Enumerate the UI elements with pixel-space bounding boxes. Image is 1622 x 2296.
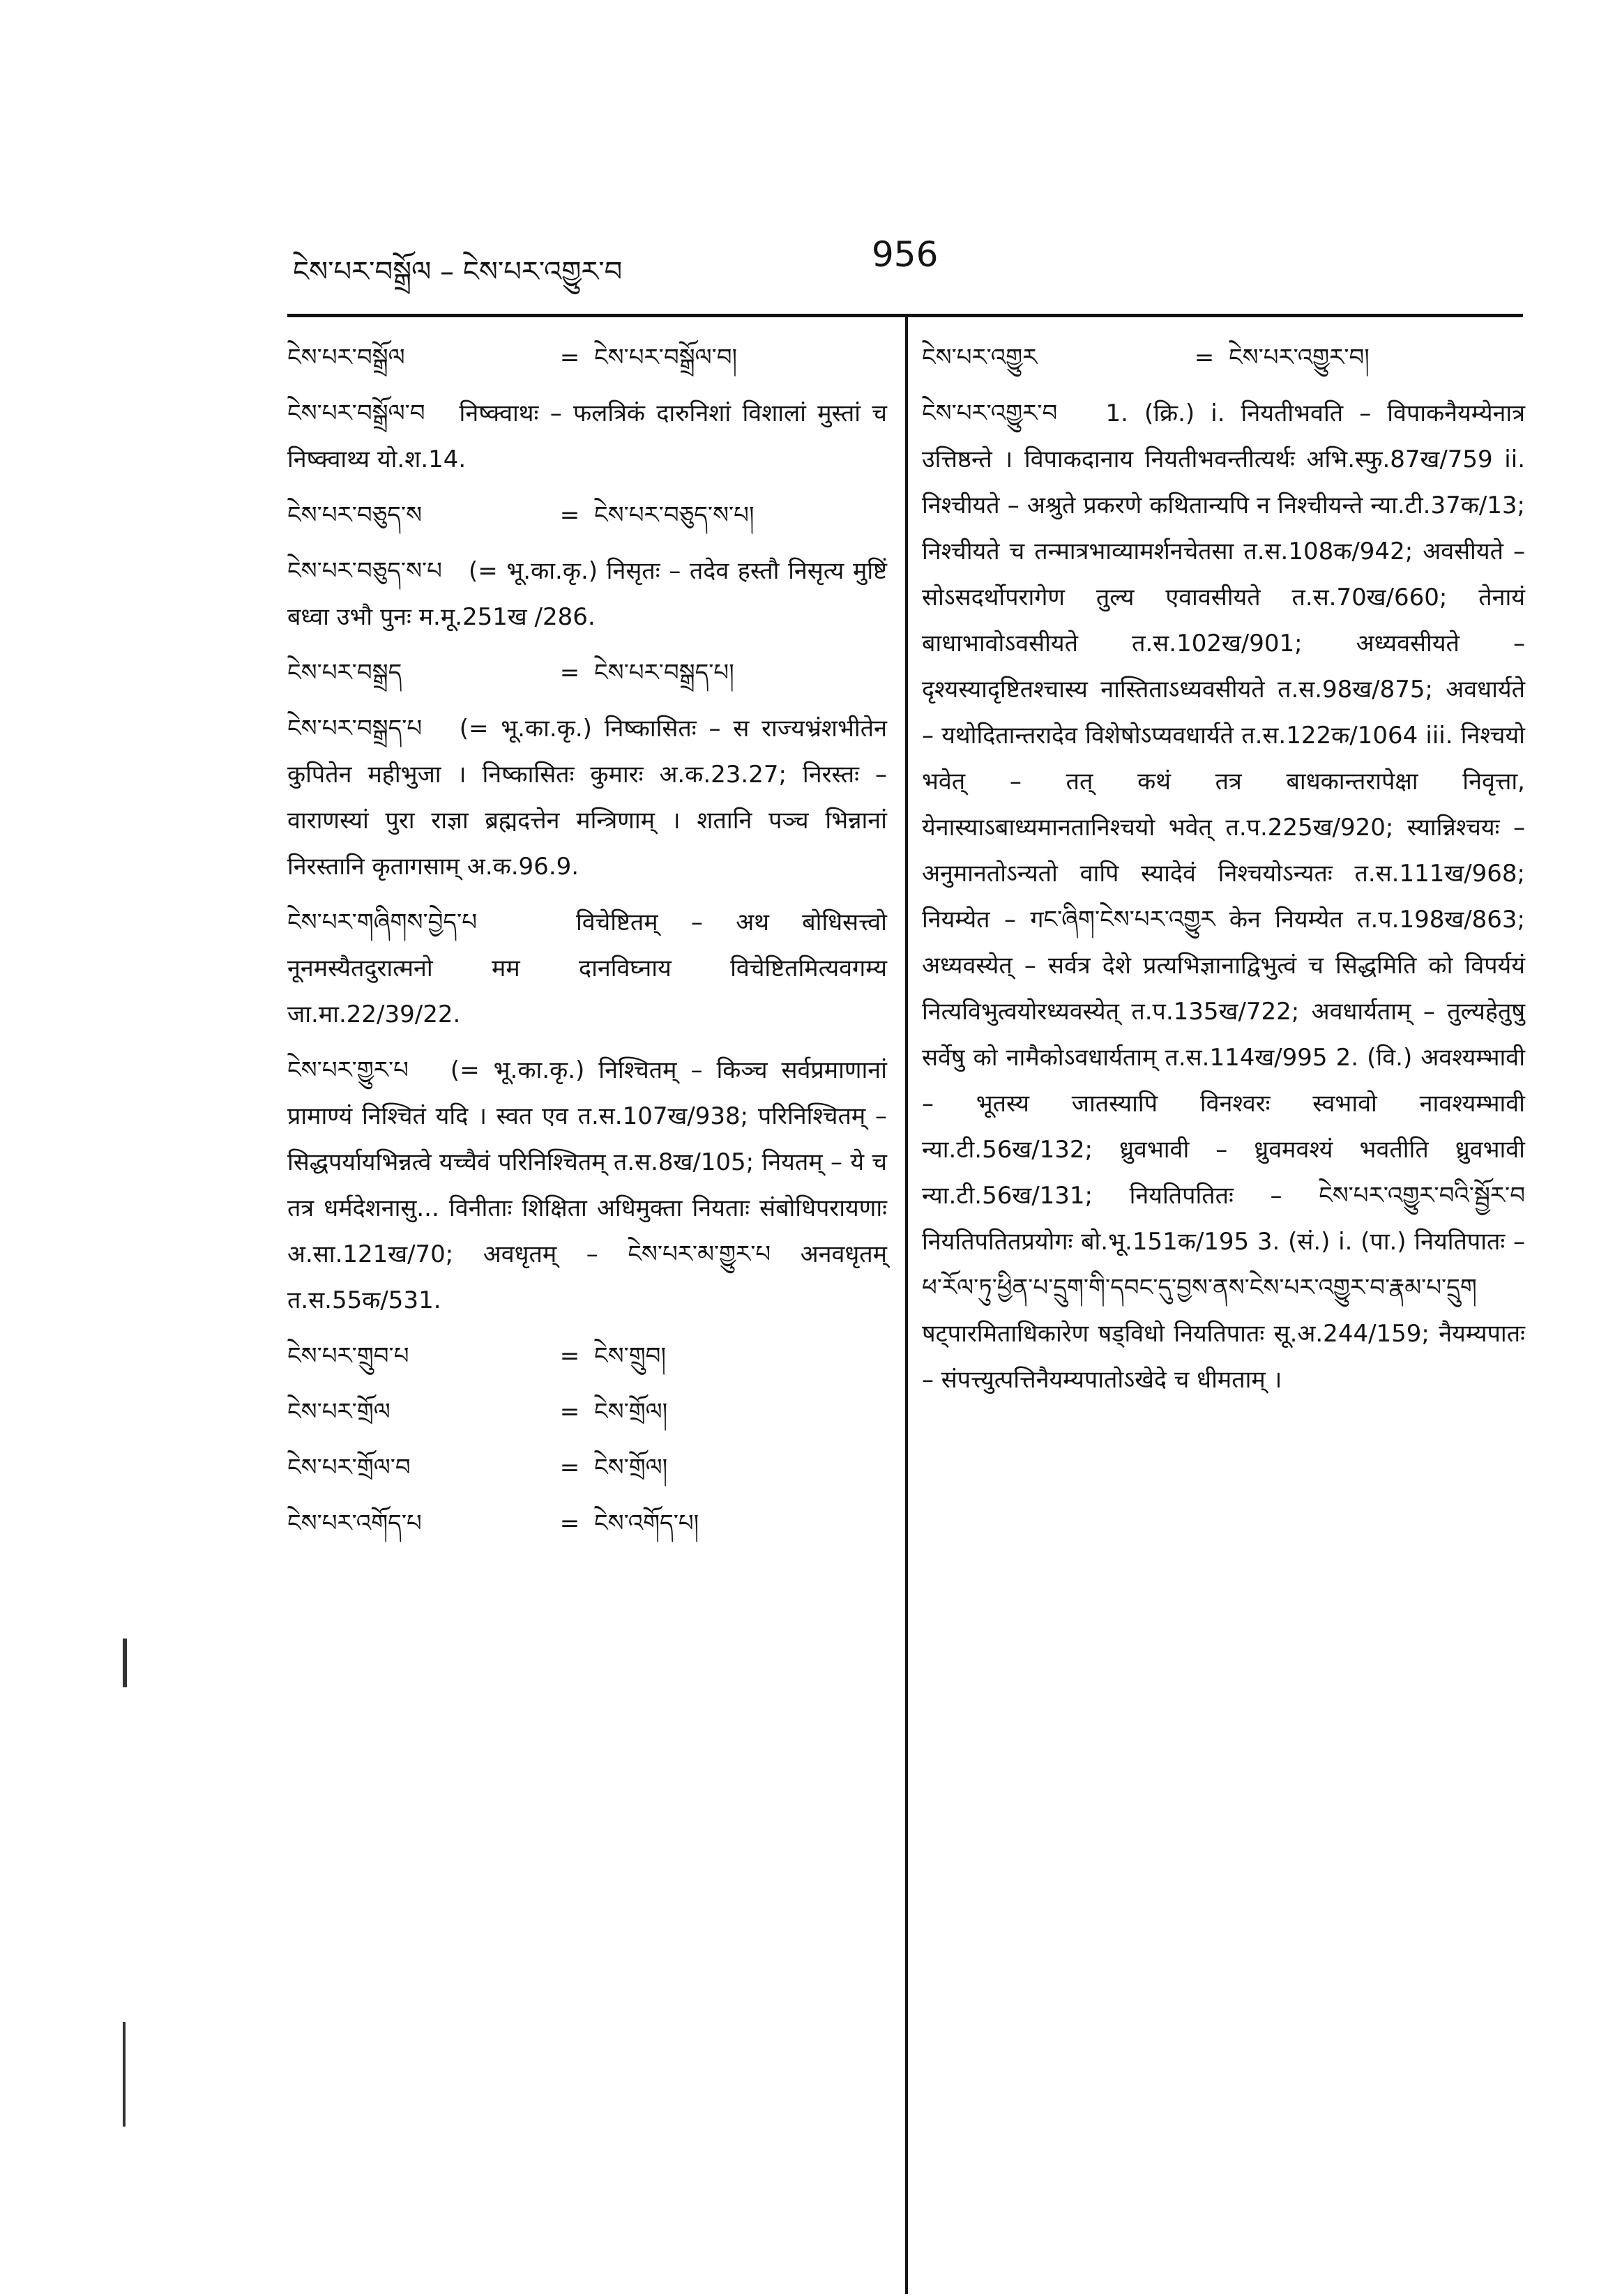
equals-sign: = (559, 344, 580, 372)
equals-sign: = (559, 1510, 580, 1537)
reference-target: ངེས་གྲུབ། (594, 1342, 666, 1370)
entry-body: (= भू.का.कृ.) निष्कासितः – स राज्यभ्रंशभीतेन कुपितेन महीभुजा । निष्कासितः कुमारः अ.क.23.27; निरस्तः – वाराणस्यां पुरा राज्ञा ब्रह्मदत्तेन मन्त्रिणाम् । शतानि पञ्च भिन्नानां निरस्तानि कृतागसाम् अ.क.96.9. (287, 715, 887, 881)
reference-target: ངེས་འགོད་པ། (594, 1510, 699, 1537)
dictionary-entry (287, 390, 887, 482)
entry-body: विचेष्टितम् – अथ बोधिसत्त्वो नूनमस्यैतदुरात्मनो मम दानविघ्नाय विचेष्टितमित्यवगम्य जा.मा.22/39/22. (287, 908, 887, 1028)
dictionary-entry (287, 548, 887, 640)
equals-sign: = (559, 1342, 580, 1370)
headword: ངེས་པར་འགྱུར་བ (922, 400, 1058, 427)
reference-target: ངེས་གྲོལ། (594, 1454, 668, 1482)
scan-margin-mark (123, 1639, 127, 1687)
cross-reference (287, 492, 887, 538)
headword: ངེས་པར་གྲོལ (287, 1398, 391, 1426)
scan-margin-mark (123, 2022, 126, 2127)
headword: ངེས་པར་གྱུར་པ (287, 1056, 409, 1084)
right-column (922, 335, 1525, 1413)
reference-target: ངེས་པར་བསྒྲོལ་བ། (594, 344, 738, 372)
entry-body: (= भू.का.कृ.) निसृतः – तदेव हस्तौ निसृत्य मुष्टिं बध्वा उभौ पुनः म.मू.251ख /286. (287, 557, 887, 631)
cross-reference (922, 335, 1525, 381)
headword: ངེས་པར་འགོད་པ (287, 1510, 422, 1537)
equals-sign: = (559, 501, 580, 529)
reference-target: ངེས་གྲོལ། (594, 1398, 668, 1426)
equals-sign: = (559, 1398, 580, 1426)
equals-sign: = (559, 1454, 580, 1482)
entry-body: 1. (क्रि.) i. नियतीभवति – विपाकनैयम्येनात्र उत्तिष्ठन्ते । विपाकदानाय नियतीभवन्तीत्यर्थः अभि.स्फु.87ख/759 ii. निश्चीयते – अश्रुते प्रकरणे कथितान्यपि न निश्चीयन्ते न्या.टी.37क/13; निश्चीयते च तन्मात्रभाव्यामर्शनचेतसा त.स.108क/942; अवसीयते – सोऽसदर्थोपरागेण तुल्य एवावसीयते त.स.70ख/660; तेनायं बाधाभावोऽवसीयते त.स.102ख/901; अध्यवसीयते – दृश्यस्यादृष्टितश्चास्य नास्तिताऽध्यवसीयते त.स.98ख/875; अवधार्यते – यथोदितान्तरादेव विशेषोऽप्यवधार्यते त.स.122क/1064 iii. निश्चयो भवेत् – तत् कथं तत्र बाधकान्तरापेक्षा निवृत्ता, येनास्याऽबाध्यमानतानिश्चयो भवेत् त.प.225ख/920; स्यान्निश्चयः – अनुमानतोऽन्यतो वापि स्यादेवं निश्चयोऽन्यतः त.स.111ख/968; नियम्येत – गང་ཞིག་ངེས་པར་འགྱུར केन नियम्येत त.प.198ख/863; अध्यवस्येत् – सर्वत्र देशे प्रत्यभिज्ञानाद्विभुत्वं च सिद्धमिति को विपर्ययं नित्यविभुत्वयोरध्यवस्येत् त.प.135ख/722; अवधार्यताम् – तुल्यहेतुषु सर्वेषु को नामैकोऽवधार्यताम् त.स.114ख/995 2. (वि.) अवश्यम्भावी – भूतस्य जातस्यापि विनश्वरः स्वभावो नावश्यम्भावी न्या.टी.56ख/132; ध्रुवभावी – ध्रुवमवश्यं भवतीति ध्रुवभावी न्या.टी.56ख/131; नियतिपतितः – ངེས་པར་འགྱུར་བའི་སྦྱོར་བ नियतिपतितप्रयोगः बो.भू.151क/195 3. (सं.) i. (पा.) नियतिपातः – ཕ་རོལ་ཏུ་ཕྱིན་པ་དྲུག་གི་དབང་དུ་བྱས་ནས་ངེས་པར་འགྱུར་བ་རྣམ་པ་དྲུག षट्पारमिताधिकारेण षड्विधो नियतिपातः सू.अ.244/159; नैयम्यपातः – संपत्त्युत्पत्तिनैयम्यपातोऽखेदे च धीमताम् । (922, 400, 1525, 1394)
headword: ངེས་པར་བཅུད་ས (287, 501, 423, 529)
page-number: 956 (872, 234, 939, 275)
cross-reference (287, 1389, 887, 1435)
headword: ངེས་པར་གྲོལ་བ (287, 1454, 411, 1482)
headword: ངེས་པར་བསྒྲོལ (287, 344, 405, 372)
reference-target: ངེས་པར་བསྒྲད་པ། (594, 659, 734, 687)
cross-reference (287, 1333, 887, 1379)
equals-sign: = (559, 659, 580, 687)
cross-reference (287, 1500, 887, 1546)
headword: ངེས་པར་བསྒྲད་པ (287, 715, 423, 743)
reference-target: ངེས་པར་འགྱུར་བ། (1229, 344, 1370, 372)
cross-reference (287, 1445, 887, 1491)
headword: ངེས་པར་བསྒྲོལ་བ (287, 400, 425, 427)
cross-reference (287, 335, 887, 381)
dictionary-entry (922, 390, 1525, 1403)
running-header: ངེས་པར་བསྒྲོལ – ངེས་པར་འགྱུར་བ (293, 256, 623, 288)
reference-target: ངེས་པར་བཅུད་ས་པ། (594, 501, 755, 529)
equals-sign: = (1194, 344, 1215, 372)
headword: ངེས་པར་འགྱུར (922, 344, 1038, 372)
cross-reference (287, 650, 887, 696)
column-divider (905, 314, 908, 2294)
headword: ངེས་པར་བཅུད་ས་པ (287, 557, 442, 585)
dictionary-entry (287, 1047, 887, 1323)
dictionary-entry (287, 706, 887, 890)
left-column (287, 335, 887, 1556)
headword: ངེས་པར་གཞིགས་བྱེད་པ (287, 908, 477, 936)
headword: ངེས་པར་བསྒྲད (287, 659, 402, 687)
headword: ངེས་པར་གྲུབ་པ (287, 1342, 409, 1370)
entry-body: (= भू.का.कृ.) निश्चितम् – किञ्च सर्वप्रमाणानां प्रामाण्यं निश्चितं यदि । स्वत एव त.स.107ख/938; परिनिश्चितम् – सिद्धपर्यायभिन्नत्वे यच्चैवं परिनिश्चितम् त.स.8ख/105; नियतम् – ये च तत्र धर्मदेशनासु... विनीताः शिक्षिता अधिमुक्ता नियताः संबोधिपरायणाः अ.सा.121ख/70; अवधृतम् – ངེས་པར་མ་གྱུར་པ अनवधृतम् त.स.55क/531. (287, 1056, 887, 1314)
entry-body: निष्क्वाथः – फलत्रिकं दारुनिशां विशालां मुस्तां च निष्क्वाथ्य यो.श.14. (287, 400, 887, 473)
dictionary-entry (287, 899, 887, 1037)
